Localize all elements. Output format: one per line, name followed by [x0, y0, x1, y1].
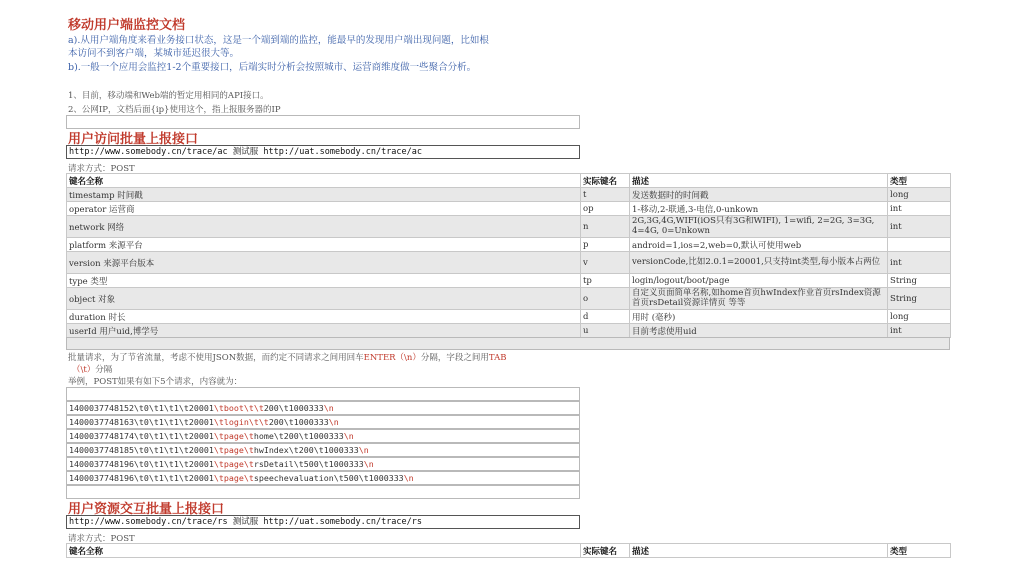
section2-method: 请求方式：POST [68, 534, 135, 544]
field-desc: 发送数据时的时间戳 [630, 188, 888, 202]
field-key: u [581, 324, 630, 338]
field-desc: 用时 (毫秒) [630, 310, 888, 324]
batch-note-enter: ENTER（\n） [363, 353, 421, 363]
table-row [67, 324, 951, 338]
header-key: 实际键名 [581, 544, 630, 558]
example-intro: 举例，POST如果有如下5个请求，内容就为： [68, 377, 243, 387]
batch-note-end: 分隔 [95, 365, 113, 375]
batch-note-pre: 批量请求，为了节省流量，考虑不使用JSON数据，而约定不同请求之间用回车 [68, 353, 364, 363]
example-line: 1400037748163\t0\t1\t1\t20001\tlogin\t\t200\t1000333\n [66, 415, 580, 429]
section2-title: 用户资源交互批量上报接口 [68, 502, 225, 517]
note-2: 2、公网IP，文档后面{ip}使用这个，指上报服务器的IP [68, 105, 281, 115]
field-type [888, 238, 951, 252]
field-key: n [581, 216, 630, 238]
field-desc: 1-移动,2-联通,3-电信,0-unkown [630, 202, 888, 216]
example-line: 1400037748174\t0\t1\t1\t20001\tpage\thome\t200\t1000333\n [66, 429, 580, 443]
field-type: String [888, 274, 951, 288]
batch-note-mid: 分隔，字段之间用 [420, 353, 489, 363]
field-desc: 自定义页面简单名称,如home首页hwIndex作业首页rsIndex资源首页rsDetail资源详情页 等等 [630, 288, 888, 310]
empty-row [66, 485, 580, 499]
empty-row [66, 115, 580, 129]
field-type: int [888, 202, 951, 216]
table-row [67, 188, 951, 202]
field-type: int [888, 252, 951, 274]
intro-a-line1: a).从用户端角度来看业务接口状态，这是一个端到端的监控，能最早的发现用户端出现问题，比如根 [68, 35, 489, 46]
intro-a-line2: 本访问不到客户端，某城市延迟很大等。 [68, 48, 240, 59]
field-key: o [581, 288, 630, 310]
section1-url: http://www.somebody.cn/trace/ac 测试服 http://uat.somebody.cn/trace/ac [66, 145, 580, 159]
section1-field-table [66, 173, 951, 338]
header-name: 键名全称 [67, 174, 581, 188]
field-type: long [888, 188, 951, 202]
example-line: 1400037748196\t0\t1\t1\t20001\tpage\tspeechevaluation\t500\t1000333\n [66, 471, 580, 485]
header-type: 类型 [888, 544, 951, 558]
field-key: tp [581, 274, 630, 288]
table-row [67, 288, 951, 310]
table-row [67, 252, 951, 274]
field-key: d [581, 310, 630, 324]
field-name: timestamp 时间戳 [67, 188, 581, 202]
field-type: int [888, 216, 951, 238]
field-name: userId 用户uid,博学号 [67, 324, 581, 338]
example-line: 1400037748196\t0\t1\t1\t20001\tpage\trsDetail\t500\t1000333\n [66, 457, 580, 471]
field-desc: 目前考虑使用uid [630, 324, 888, 338]
field-name: duration 时长 [67, 310, 581, 324]
section1-method: 请求方式：POST [68, 164, 135, 174]
table-header-row [67, 544, 951, 558]
example-line: 1400037748185\t0\t1\t1\t20001\tpage\thwIndex\t200\t1000333\n [66, 443, 580, 457]
section2-field-table [66, 543, 951, 558]
header-name: 键名全称 [67, 544, 581, 558]
field-desc: android=1,ios=2,web=0,默认可使用web [630, 238, 888, 252]
table-row [67, 274, 951, 288]
header-desc: 描述 [630, 174, 888, 188]
field-key: t [581, 188, 630, 202]
field-desc: login/logout/boot/page [630, 274, 888, 288]
field-name: type 类型 [67, 274, 581, 288]
field-desc: versionCode,比如2.0.1=20001,只支持int类型,每小版本占两位 [630, 252, 888, 274]
field-type: long [888, 310, 951, 324]
empty-row [66, 337, 950, 350]
table-header-row [67, 174, 951, 188]
note-1: 1、目前，移动端和Web端的暂定用相同的API接口。 [68, 91, 269, 101]
field-type: int [888, 324, 951, 338]
batch-note-tab2: （\t） [72, 365, 96, 375]
field-key: op [581, 202, 630, 216]
table-row [67, 202, 951, 216]
field-key: p [581, 238, 630, 252]
empty-row [66, 387, 580, 401]
table-row [67, 310, 951, 324]
example-line: 1400037748152\t0\t1\t1\t20001\tboot\t\t200\t1000333\n [66, 401, 580, 415]
intro-b: b).一般一个应用会监控1-2个重要接口，后端实时分析会按照城市、运营商维度做一些聚合分析。 [68, 62, 477, 73]
field-name: platform 来源平台 [67, 238, 581, 252]
batch-note-tab: TAB [488, 353, 507, 363]
field-name: operator 运营商 [67, 202, 581, 216]
header-key: 实际键名 [581, 174, 630, 188]
table-row [67, 238, 951, 252]
doc-title: 移动用户端监控文档 [68, 18, 186, 33]
section2-url: http://www.somebody.cn/trace/rs 测试服 http://uat.somebody.cn/trace/rs [66, 515, 580, 529]
header-desc: 描述 [630, 544, 888, 558]
batch-note [68, 351, 507, 363]
field-name: network 网络 [67, 216, 581, 238]
batch-note-line2 [72, 363, 112, 375]
table-row [67, 216, 951, 238]
field-key: v [581, 252, 630, 274]
field-name: object 对象 [67, 288, 581, 310]
field-desc: 2G,3G,4G,WIFI(iOS只有3G和WIFI), 1=wifi, 2=2G, 3=3G, 4=4G, 0=Unkown [630, 216, 888, 238]
header-type: 类型 [888, 174, 951, 188]
field-name: version 来源平台版本 [67, 252, 581, 274]
field-type: String [888, 288, 951, 310]
section1-title: 用户访问批量上报接口 [68, 132, 199, 147]
